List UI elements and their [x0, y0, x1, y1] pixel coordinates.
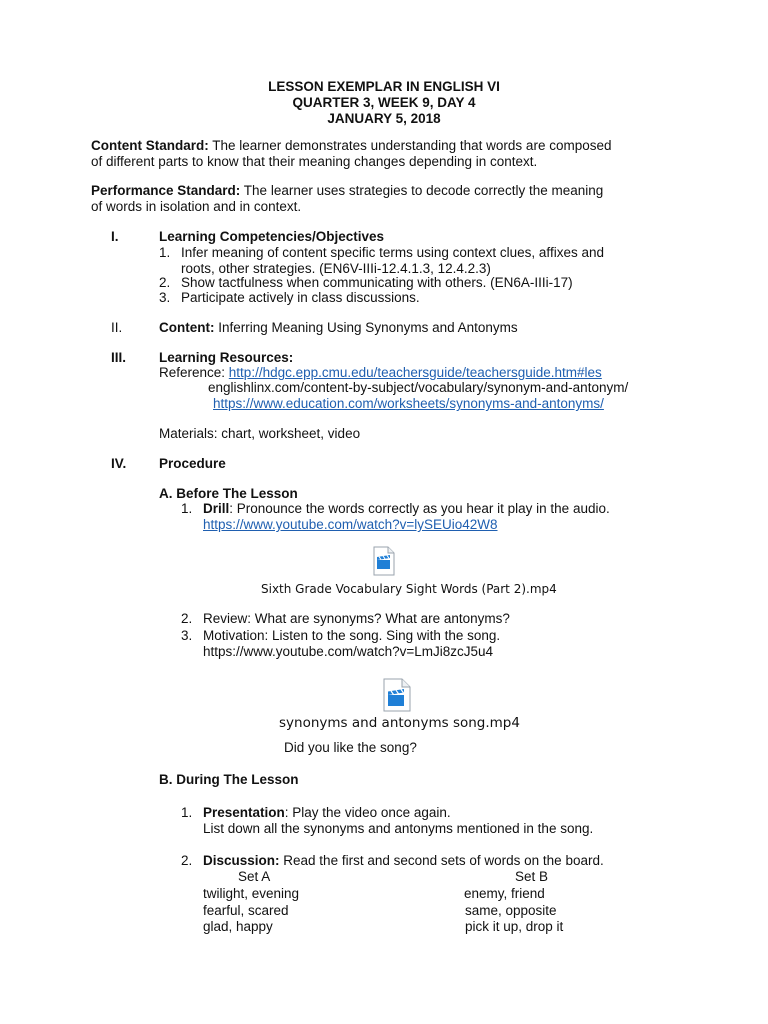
content-standard	[91, 138, 611, 155]
section1-title: Learning Competencies/Objectives	[159, 229, 385, 244]
song-question: Did you like the song?	[284, 740, 417, 755]
performance-standard	[91, 183, 603, 200]
objective-1-text: Infer meaning of content specific terms using context clues, affixes and	[181, 245, 604, 260]
motivation-number: 3.	[181, 628, 193, 643]
doc-title-line3: JANUARY 5, 2018	[327, 111, 441, 126]
objective-1-number: 1.	[159, 245, 171, 260]
performance-standard-text: The learner uses strategies to decode correctly the meaning	[240, 183, 604, 198]
section4-title: Procedure	[159, 456, 226, 471]
drill-link[interactable]: https://www.youtube.com/watch?v=lySEUio42W8	[203, 517, 498, 532]
reference-link-3[interactable]: https://www.education.com/worksheets/synonyms-and-antonyms/	[213, 396, 604, 411]
presentation-number: 1.	[181, 805, 193, 820]
content-standard-text: The learner demonstrates understanding that words are composed	[208, 138, 612, 153]
section1-number: I.	[111, 229, 119, 244]
objective-3-text: Participate actively in class discussions.	[181, 290, 420, 305]
drill-number: 1.	[181, 501, 193, 516]
section3-title: Learning Resources:	[159, 350, 294, 365]
presentation-line2: List down all the synonyms and antonyms mentioned in the song.	[203, 821, 594, 836]
video-2-caption[interactable]: synonyms and antonyms song.mp4	[279, 715, 520, 731]
presentation-description: : Play the video once again.	[284, 805, 451, 820]
reference-label: Reference:	[159, 365, 229, 380]
performance-standard-line2: of words in isolation and in context.	[91, 199, 302, 214]
set-b-header: Set B	[515, 869, 549, 884]
discussion-number: 2.	[181, 853, 193, 868]
set-b-word-pair: pick it up, drop it	[465, 919, 564, 934]
performance-standard-label: Performance Standard:	[91, 183, 241, 198]
section2-label: Content:	[159, 320, 215, 335]
discussion-description: Read the first and second sets of words on the board.	[279, 853, 604, 868]
reference-link-2: englishlinx.com/content-by-subject/vocabulary/synonym-and-antonym/	[208, 380, 629, 395]
objective-1-text-line2: roots, other strategies. (EN6V-IIIi-12.4.1.3, 12.4.2.3)	[181, 261, 491, 276]
presentation-label: Presentation	[203, 805, 285, 820]
video-file-icon[interactable]	[383, 678, 411, 717]
content-standard-line2: of different parts to know that their meaning changes depending in context.	[91, 154, 538, 169]
set-b-word-pair: same, opposite	[465, 903, 557, 918]
drill-description: : Pronounce the words correctly as you hear it play in the audio.	[229, 501, 610, 516]
materials-text: Materials: chart, worksheet, video	[159, 426, 361, 441]
motivation-url: https://www.youtube.com/watch?v=LmJi8zcJ5u4	[203, 644, 494, 659]
reference-link-1[interactable]: http://hdgc.epp.cmu.edu/teachersguide/teachersguide.htm#les	[228, 365, 602, 380]
objective-2-number: 2.	[159, 275, 171, 290]
section3-number: III.	[111, 350, 127, 365]
discussion-text	[203, 853, 604, 870]
part-a-title: A. Before The Lesson	[159, 486, 298, 501]
presentation-text	[203, 805, 451, 822]
set-a-word-pair: twilight, evening	[203, 886, 300, 901]
review-number: 2.	[181, 611, 193, 626]
part-b-title: B. During The Lesson	[159, 772, 299, 787]
drill-text	[203, 501, 610, 518]
set-a-word-pair: fearful, scared	[203, 903, 289, 918]
section2-content	[159, 320, 518, 337]
objective-3-number: 3.	[159, 290, 171, 305]
section2-text: Inferring Meaning Using Synonyms and Antonyms	[214, 320, 518, 335]
review-text: Review: What are synonyms? What are antonyms?	[203, 611, 510, 626]
doc-title-line1: LESSON EXEMPLAR IN ENGLISH VI	[268, 79, 500, 94]
content-standard-label: Content Standard:	[91, 138, 209, 153]
doc-title-line2: QUARTER 3, WEEK 9, DAY 4	[292, 95, 476, 110]
set-b-word-pair: enemy, friend	[464, 886, 545, 901]
video-1-caption[interactable]: Sixth Grade Vocabulary Sight Words (Part 2).mp4	[261, 582, 557, 596]
drill-label: Drill	[203, 501, 230, 516]
discussion-label: Discussion:	[203, 853, 280, 868]
section4-number: IV.	[111, 456, 127, 471]
video-file-icon[interactable]	[373, 546, 395, 581]
objective-2-text: Show tactfulness when communicating with others. (EN6A-IIIi-17)	[181, 275, 573, 290]
set-a-word-pair: glad, happy	[203, 919, 273, 934]
section2-number: II.	[111, 320, 123, 335]
set-a-header: Set A	[238, 869, 271, 884]
motivation-text: Motivation: Listen to the song. Sing with the song.	[203, 628, 501, 643]
